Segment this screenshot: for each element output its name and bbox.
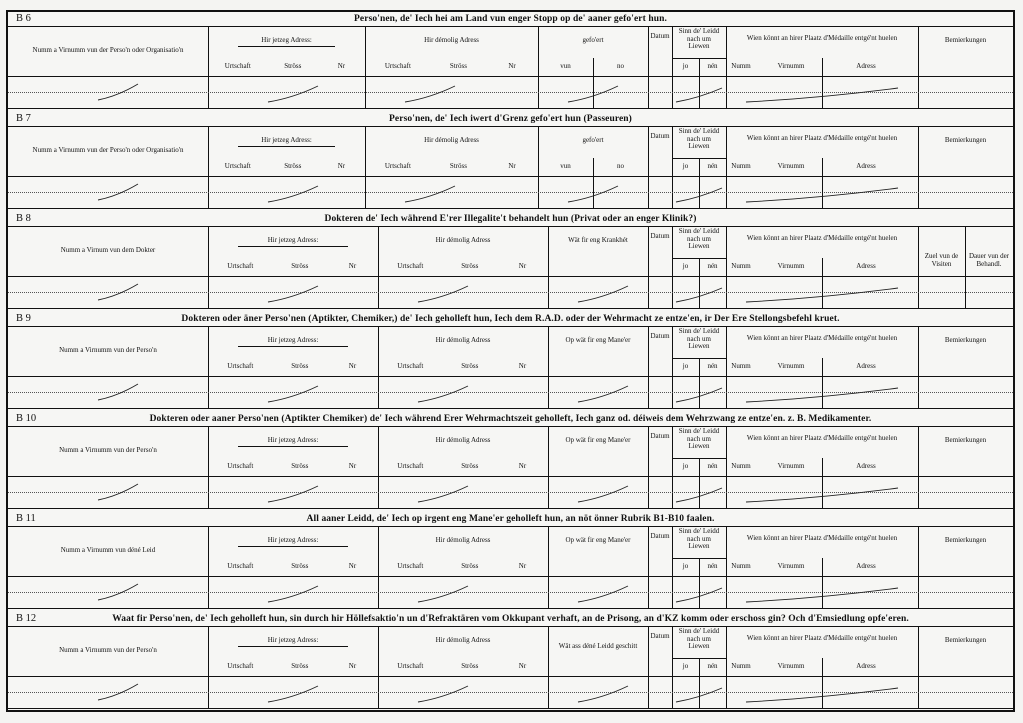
- entry-row-rule: [8, 292, 1013, 293]
- subheader-rule: [238, 246, 348, 247]
- subheader-rule: [672, 158, 726, 159]
- yes-label: jo: [682, 262, 689, 270]
- current-address-header: Hir jetzeg Adress:: [267, 536, 319, 544]
- street-label: Ströss: [291, 262, 309, 270]
- remarks-header: Bemierkungen: [944, 136, 987, 144]
- entry-row-rule: [8, 308, 1013, 309]
- section-title: Dokteren oder äner Perso'nen (Aptikter, Chemiker,) de' Iech geholleft hun, Iech dem R.A.D. oder der Wehrmacht ze entze'en, ir Der Ere Stellongsbefehl kruet.: [181, 314, 840, 324]
- section-title: Dokteren de' Iech während E'rer Illegalite't behandelt hun (Privat oder an enger Klinik?): [324, 214, 697, 224]
- column-rule: [593, 58, 594, 108]
- no-label: nén: [707, 362, 718, 370]
- address-label: Adress: [856, 462, 876, 470]
- pencil-stroke: [405, 86, 455, 102]
- pencil-stroke: [578, 286, 628, 302]
- subheader-rule: [672, 458, 726, 459]
- street-label: Ströss: [291, 662, 309, 670]
- address-label: Adress: [856, 62, 876, 70]
- address-label: Adress: [856, 262, 876, 270]
- locality-label: Urtschaft: [397, 362, 424, 370]
- yes-label: jo: [682, 662, 689, 670]
- date-header: Datum: [650, 132, 670, 140]
- subheader-rule: [672, 258, 726, 259]
- name-column-header: Numm a Virnum vun dem Dokter: [60, 246, 156, 254]
- column-rule: [699, 358, 700, 408]
- number-label: Nr: [337, 62, 346, 70]
- section-header: [8, 312, 1013, 327]
- surname-label: Numm: [731, 162, 751, 170]
- header-row-rule: [8, 276, 1013, 277]
- subheader-rule: [672, 558, 726, 559]
- address-label: Adress: [856, 662, 876, 670]
- locality-label: Urtschaft: [397, 462, 424, 470]
- column-rule: [548, 626, 549, 708]
- locality-label: Urtschaft: [224, 62, 251, 70]
- first-name-label: Virnumm: [777, 362, 805, 370]
- no-label: nén: [707, 262, 718, 270]
- section-code: B 6: [16, 13, 31, 24]
- current-address-header: Hir jetzeg Adress:: [267, 236, 319, 244]
- yes-label: jo: [682, 462, 689, 470]
- yes-label: jo: [682, 162, 689, 170]
- street-label: Ströss: [461, 462, 479, 470]
- medal-header: Wien könnt an hirer Plaatz d'Médaille entgé'nt huelen: [746, 134, 898, 142]
- medal-header: Wien könnt an hirer Plaatz d'Médaille entgé'nt huelen: [746, 634, 898, 642]
- street-label: Ströss: [291, 562, 309, 570]
- meaning-header: Sinn de' Leidd nach um Liewen: [678, 427, 720, 450]
- pencil-stroke: [578, 586, 628, 602]
- subheader-rule: [822, 558, 823, 608]
- subheader-rule: [238, 146, 335, 147]
- first-name-label: Virnumm: [777, 562, 805, 570]
- first-name-label: Virnumm: [777, 262, 805, 270]
- pencil-stroke: [418, 686, 468, 702]
- yes-label: jo: [682, 362, 689, 370]
- number-label: Nr: [348, 362, 357, 370]
- no-label: nén: [707, 562, 718, 570]
- subheader-rule: [822, 58, 823, 108]
- street-label: Ströss: [291, 362, 309, 370]
- number-label: Nr: [518, 362, 527, 370]
- entry-row-rule: [8, 408, 1013, 409]
- locality-label: Urtschaft: [384, 62, 411, 70]
- former-address-header: Hir démolig Adress: [435, 436, 491, 444]
- number-label: Nr: [508, 162, 516, 170]
- locality-label: Urtschaft: [227, 362, 254, 370]
- entry-row-rule: [8, 592, 1013, 593]
- pencil-stroke: [268, 86, 318, 102]
- yes-label: jo: [682, 562, 689, 570]
- from-label: vun: [560, 162, 571, 170]
- section-b9: [8, 312, 1013, 408]
- subheader-rule: [822, 258, 823, 308]
- pencil-stroke: [268, 386, 318, 402]
- date-header: Datum: [650, 332, 670, 340]
- locality-label: Urtschaft: [397, 662, 424, 670]
- header-row-rule: [8, 476, 1013, 477]
- section-code: B 7: [16, 113, 31, 124]
- locality-label: Urtschaft: [397, 562, 424, 570]
- date-header: Datum: [650, 632, 670, 640]
- remarks-header: Bemierkungen: [944, 436, 987, 444]
- locality-label: Urtschaft: [227, 662, 254, 670]
- pencil-stroke: [578, 686, 628, 702]
- first-name-label: Virnumm: [777, 62, 805, 70]
- former-address-header: Hir démolig Adress: [435, 236, 491, 244]
- first-name-label: Virnumm: [777, 662, 805, 670]
- subheader-rule: [672, 658, 726, 659]
- entry-row-rule: [8, 108, 1013, 109]
- section-title: All aaner Leidd, de' Iech op irgent eng Mane'er geholleft hun, an nöt önner Rubrik B1-B10 faalen.: [306, 514, 715, 524]
- medal-header: Wien könnt an hirer Plaatz d'Médaille entgé'nt huelen: [746, 334, 898, 342]
- entry-row-rule: [8, 92, 1013, 93]
- locality-label: Urtschaft: [227, 462, 254, 470]
- name-column-header: Numm a Virnumm vun der Perso'n oder Organisatio'n: [32, 146, 184, 154]
- section-code: B 11: [16, 513, 36, 524]
- section-header: [8, 112, 1013, 127]
- section-title: Waat fir Perso'nen, de' Iech geholleft hun, sin durch hir Höllefsaktio'n un d'Refraktären vom Okkupant verhaft, an de Prisong, an d'KZ komm oder erschoss gin? Och d'Emsiedlung opfe'eren.: [112, 614, 909, 624]
- section-b8: [8, 212, 1013, 308]
- entry-row-rule: [8, 608, 1013, 609]
- form-sheet: [6, 10, 1015, 712]
- pencil-stroke: [578, 386, 628, 402]
- street-label: Ströss: [291, 462, 309, 470]
- section-b12: [8, 612, 1013, 708]
- number-label: Nr: [518, 262, 527, 270]
- street-label: Ströss: [461, 262, 479, 270]
- street-label: Ströss: [461, 562, 479, 570]
- locality-label: Urtschaft: [384, 162, 411, 170]
- entry-row-rule: [8, 708, 1013, 709]
- entry-row-rule: [8, 492, 1013, 493]
- first-name-label: Virnumm: [777, 162, 805, 170]
- section-b11: [8, 512, 1013, 608]
- remarks-header: Bemierkungen: [944, 536, 987, 544]
- header-row-rule: [8, 376, 1013, 377]
- no-label: nén: [707, 162, 718, 170]
- pencil-stroke: [268, 586, 318, 602]
- led-header: gefo'ert: [582, 136, 604, 144]
- remarks-header: Bemierkungen: [944, 636, 987, 644]
- pencil-stroke: [268, 686, 318, 702]
- subheader-rule: [672, 58, 726, 59]
- medal-header: Wien könnt an hirer Plaatz d'Médaille entgé'nt huelen: [746, 534, 898, 542]
- section-b7: [8, 112, 1013, 208]
- former-address-header: Hir démolig Adress: [435, 636, 491, 644]
- section-b10: [8, 412, 1013, 508]
- subheader-rule: [238, 446, 348, 447]
- locality-label: Urtschaft: [397, 262, 424, 270]
- pencil-stroke: [268, 486, 318, 502]
- number-label: Nr: [348, 462, 357, 470]
- number-label: Nr: [348, 562, 357, 570]
- yes-label: jo: [682, 62, 689, 70]
- number-label: Nr: [518, 562, 527, 570]
- medal-header: Wien könnt an hirer Plaatz d'Médaille entgé'nt huelen: [746, 234, 898, 242]
- subheader-rule: [822, 458, 823, 508]
- locality-label: Urtschaft: [224, 162, 251, 170]
- header-row-rule: [8, 676, 1013, 677]
- address-label: Adress: [856, 562, 876, 570]
- meaning-header: Sinn de' Leidd nach um Liewen: [678, 327, 720, 350]
- pencil-stroke: [578, 486, 628, 502]
- subheader-rule: [238, 346, 348, 347]
- current-address-header: Hir jetzeg Adress:: [267, 436, 319, 444]
- subheader-rule: [822, 358, 823, 408]
- surname-label: Numm: [731, 662, 751, 670]
- section-title: Dokteren oder aaner Perso'nen (Aptikter Chemiker) de' Iech während Erer Wehrmachtszeit geholleft, Iech ganz od. déiweis dem Wehrzwang ze entze'en. z. B. Medikamenter.: [149, 414, 872, 424]
- locality-label: Urtschaft: [227, 562, 254, 570]
- section-b6: [8, 12, 1013, 108]
- former-address-header: Hir démolig Adress: [435, 536, 491, 544]
- street-label: Ströss: [284, 62, 302, 70]
- subheader-rule: [822, 158, 823, 208]
- column-rule: [699, 58, 700, 108]
- led-header: gefo'ert: [582, 36, 604, 44]
- number-label: Nr: [518, 662, 527, 670]
- way-header: Op wät fir eng Mane'er: [565, 536, 631, 544]
- name-column-header: Numm a Virnumm vun déné Leid: [60, 546, 156, 554]
- medal-header: Wien könnt an hirer Plaatz d'Médaille entgé'nt huelen: [746, 434, 898, 442]
- surname-label: Numm: [731, 462, 751, 470]
- pencil-stroke: [418, 386, 468, 402]
- section-code: B 12: [16, 613, 37, 624]
- visits-header: Zuel vun de Visiten: [924, 252, 959, 268]
- section-header: [8, 512, 1013, 527]
- header-row-rule: [8, 176, 1013, 177]
- column-rule: [699, 658, 700, 708]
- current-address-header: Hir jetzeg Adress:: [261, 136, 312, 144]
- meaning-header: Sinn de' Leidd nach um Liewen: [678, 527, 720, 550]
- section-header: [8, 412, 1013, 427]
- street-label: Ströss: [449, 62, 467, 70]
- number-label: Nr: [518, 462, 527, 470]
- entry-row-rule: [8, 192, 1013, 193]
- entry-row-rule: [8, 692, 1013, 693]
- meaning-header: Sinn de' Leidd nach um Liewen: [678, 127, 720, 150]
- current-address-header: Hir jetzeg Adress:: [267, 336, 319, 344]
- pencil-stroke: [268, 286, 318, 302]
- column-rule: [699, 258, 700, 308]
- pencil-stroke: [418, 586, 468, 602]
- remarks-header: Bemierkungen: [944, 336, 987, 344]
- section-code: B 9: [16, 313, 31, 324]
- no-label: nén: [707, 62, 718, 70]
- current-address-header: Hir jetzeg Adress:: [267, 636, 319, 644]
- current-address-header: Hir jetzeg Adress:: [261, 36, 312, 44]
- name-column-header: Numm a Virnumm vun der Perso'n: [59, 446, 157, 454]
- entry-row-rule: [8, 508, 1013, 509]
- column-rule: [699, 158, 700, 208]
- name-column-header: Numm a Virnumm vun der Perso'n: [59, 646, 157, 654]
- pencil-stroke: [418, 486, 468, 502]
- former-address-header: Hir démolig Adress: [424, 36, 479, 44]
- remarks-header: Bemierkungen: [944, 36, 987, 44]
- date-header: Datum: [650, 532, 670, 540]
- meaning-header: Sinn de' Leidd nach um Liewen: [678, 627, 720, 650]
- from-label: vun: [560, 62, 571, 70]
- way-header: Op wät fir eng Mane'er: [565, 336, 631, 344]
- locality-label: Urtschaft: [227, 262, 254, 270]
- street-label: Ströss: [461, 662, 479, 670]
- date-header: Datum: [650, 232, 670, 240]
- column-rule: [593, 158, 594, 208]
- name-column-header: Numm a Virnumm vun der Perso'n oder Organisatio'n: [32, 46, 184, 54]
- former-address-header: Hir démolig Adress: [424, 136, 479, 144]
- section-header: [8, 212, 1013, 227]
- meaning-header: Sinn de' Leidd nach um Liewen: [678, 227, 720, 250]
- date-header: Datum: [650, 432, 670, 440]
- name-column-header: Numm a Virnumm vun der Perso'n: [59, 346, 157, 354]
- street-label: Ströss: [461, 362, 479, 370]
- number-label: Nr: [348, 662, 357, 670]
- number-label: Nr: [508, 62, 516, 70]
- section-code: B 10: [16, 413, 37, 424]
- subheader-rule: [238, 46, 335, 47]
- surname-label: Numm: [731, 362, 751, 370]
- former-address-header: Hir démolig Adress: [435, 336, 491, 344]
- address-label: Adress: [856, 362, 876, 370]
- pencil-stroke: [418, 286, 468, 302]
- column-rule: [699, 458, 700, 508]
- to-label: no: [617, 62, 624, 70]
- street-label: Ströss: [449, 162, 467, 170]
- section-title: Perso'nen, de' Iech iwert d'Grenz gefo'ert hun (Passeuren): [389, 114, 632, 124]
- subheader-rule: [822, 658, 823, 708]
- number-label: Nr: [348, 262, 357, 270]
- surname-label: Numm: [731, 262, 751, 270]
- subheader-rule: [672, 358, 726, 359]
- section-title: Perso'nen, de' Iech hei am Land vun enger Stopp op de' aaner gefo'ert hun.: [354, 14, 667, 24]
- duration-header: Dauer vun der Behandl.: [968, 252, 1010, 268]
- pencil-stroke: [405, 186, 455, 202]
- section-header: [8, 12, 1013, 27]
- section-header: [8, 612, 1013, 627]
- way-header: Op wät fir eng Mane'er: [565, 436, 631, 444]
- no-label: nén: [707, 662, 718, 670]
- number-label: Nr: [337, 162, 346, 170]
- header-row-rule: [8, 576, 1013, 577]
- meaning-header: Sinn de' Leidd nach um Liewen: [678, 27, 720, 50]
- entry-row-rule: [8, 392, 1013, 393]
- date-header: Datum: [650, 32, 670, 40]
- subheader-rule: [238, 546, 348, 547]
- street-label: Ströss: [284, 162, 302, 170]
- illness-header: Wät fir eng Krankhét: [568, 236, 628, 244]
- what-happened-header: Wät ass déné Leidd geschitt: [558, 642, 638, 650]
- medal-header: Wien könnt an hirer Plaatz d'Médaille entgé'nt huelen: [746, 34, 898, 42]
- surname-label: Numm: [731, 62, 751, 70]
- surname-label: Numm: [731, 562, 751, 570]
- no-label: nén: [707, 462, 718, 470]
- header-row-rule: [8, 76, 1013, 77]
- to-label: no: [617, 162, 624, 170]
- section-code: B 8: [16, 213, 31, 224]
- column-rule: [699, 558, 700, 608]
- address-label: Adress: [856, 162, 876, 170]
- entry-row-rule: [8, 208, 1013, 209]
- subheader-rule: [238, 646, 348, 647]
- first-name-label: Virnumm: [777, 462, 805, 470]
- pencil-stroke: [268, 186, 318, 202]
